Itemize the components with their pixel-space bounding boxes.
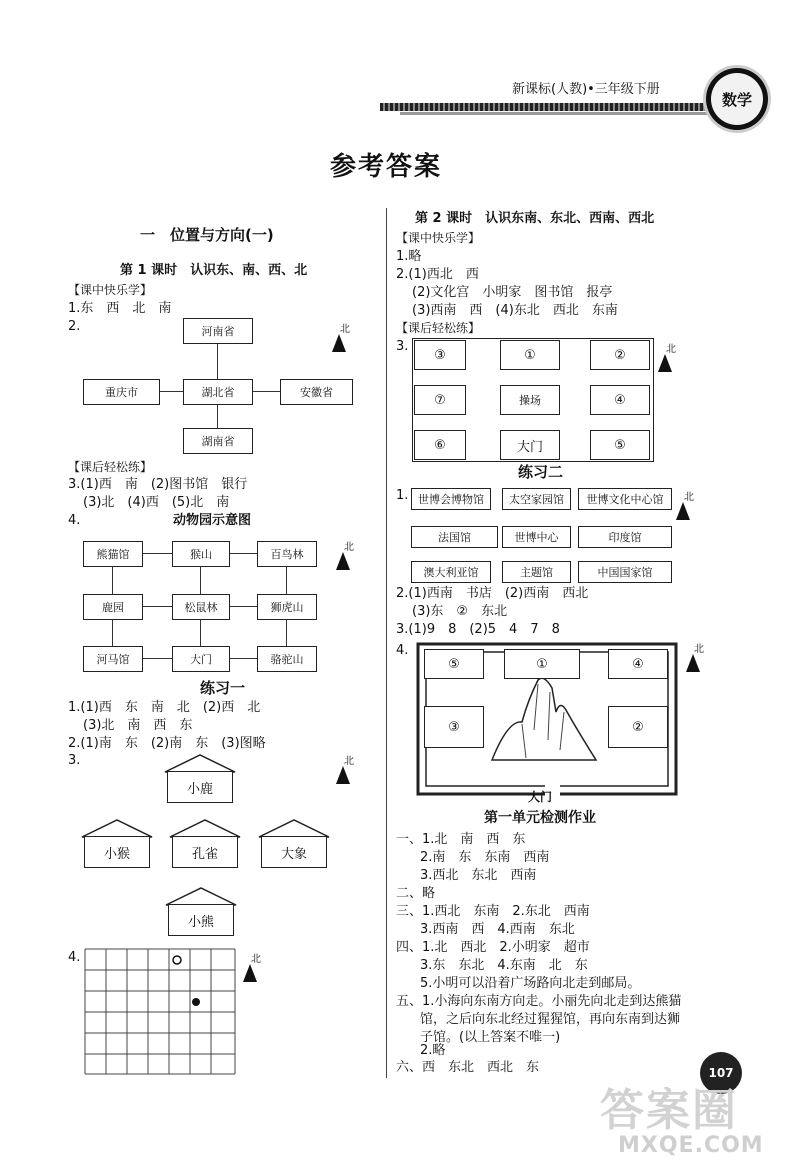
expo-culture-center: 世博文化中心馆 xyxy=(578,488,672,510)
plaza-cell-7: ⑦ xyxy=(414,385,466,415)
grid-filled-dot xyxy=(192,998,200,1006)
unit-test-line-7: 四、1.北 西北 2.小明家 超市 xyxy=(396,940,590,955)
expo-india: 印度馆 xyxy=(578,526,672,548)
section-in-class: 【课中快乐学】 xyxy=(68,283,153,297)
section-in-class: 【课中快乐学】 xyxy=(396,231,481,245)
unit-test-line-14: 六、西 东北 西北 东 xyxy=(396,1060,540,1075)
answer-r3-label: 3. xyxy=(396,339,409,354)
north-arrow-icon: 北 xyxy=(658,340,678,380)
section-after-class: 【课后轻松练】 xyxy=(68,460,153,474)
plaza-cell-3: ③ xyxy=(414,340,466,370)
grid-open-dot xyxy=(173,956,181,964)
house-deer: 小鹿 xyxy=(167,771,233,803)
zoo-lion: 狮虎山 xyxy=(257,594,317,620)
plaza-cell-4: ④ xyxy=(590,385,650,415)
answer-r2c: (3)西南 西 (4)东北 西北 东南 xyxy=(412,303,618,318)
answer-r2b: (2)文化宫 小明家 图书馆 报亭 xyxy=(412,285,613,300)
exercise1-answer-1a: 1.(1)西 东 南 北 (2)西 北 xyxy=(68,700,261,715)
expo-france: 法国馆 xyxy=(411,526,498,548)
subject-badge-inner: 数学 xyxy=(711,73,763,125)
header-series: 新课标(人教)•三年级下册 xyxy=(512,82,660,97)
plaza-playground: 操场 xyxy=(500,385,560,415)
unit-test-line-1: 一、1.北 南 西 东 xyxy=(396,832,526,847)
house-peacock: 孔雀 xyxy=(172,836,238,868)
exercise1-answer-3-label: 3. xyxy=(68,753,81,768)
plaza-cell-2: ② xyxy=(590,340,650,370)
page-number: 107 xyxy=(708,1066,734,1080)
exercise2-answer-3: 3.(1)9 8 (2)5 4 7 8 xyxy=(396,622,560,637)
unit-test-line-8: 3.东 东北 4.东南 北 东 xyxy=(420,958,588,973)
unit-test-line-3: 3.西北 东北 西南 xyxy=(420,868,537,883)
answer-3b: (3)北 (4)西 (5)北 南 xyxy=(83,495,230,510)
answer-4-label: 4. xyxy=(68,513,81,528)
answer-r1: 1.略 xyxy=(396,249,422,264)
north-arrow-icon: 北 xyxy=(243,950,263,990)
unit-title: 一 位置与方向(一) xyxy=(140,226,274,244)
exercise1-answer-1b: (3)北 南 西 东 xyxy=(83,718,193,733)
exercise1-title: 练习一 xyxy=(200,679,246,697)
exercise2-answer-1-label: 1. xyxy=(396,488,409,503)
expo-china: 中国国家馆 xyxy=(578,561,672,583)
north-arrow-icon: 北 xyxy=(676,488,696,528)
unit-test-line-12: 子馆。(以上答案不唯一) xyxy=(420,1030,561,1045)
header-band-shadow xyxy=(400,112,730,115)
watermark-logo: 答案圈 xyxy=(600,1085,738,1136)
mountain-icon xyxy=(492,678,596,760)
expo-theme: 主题馆 xyxy=(502,561,571,583)
zoo-squirrel: 松鼠林 xyxy=(172,594,230,620)
column-divider xyxy=(386,208,387,1078)
unit-test-line-10: 五、1.小海向东南方向走。小丽先向北走到达熊猫 xyxy=(396,994,682,1009)
expo-museum: 世博会博物馆 xyxy=(411,488,491,510)
expo-space-home: 太空家园馆 xyxy=(502,488,571,510)
unit-test-line-6: 3.西南 西 4.西南 东北 xyxy=(420,922,575,937)
north-arrow-icon: 北 xyxy=(336,752,356,792)
subject-badge xyxy=(706,68,768,130)
house-monkey: 小猴 xyxy=(84,836,150,868)
house-right-roof xyxy=(257,818,331,838)
house-bear: 小熊 xyxy=(168,904,234,936)
answer-2-label: 2. xyxy=(68,319,81,334)
unit-test-line-13: 2.略 xyxy=(420,1043,446,1058)
park-cell-1: ① xyxy=(504,649,580,679)
plaza-cell-5: ⑤ xyxy=(590,430,650,460)
unit-test-line-9: 5.小明可以沿着广场路向北走到邮局。 xyxy=(420,976,641,991)
province-anhui: 安徽省 xyxy=(280,379,353,405)
plaza-gate: 大门 xyxy=(500,430,560,460)
province-hubei: 湖北省 xyxy=(183,379,253,405)
zoo-hippo: 河马馆 xyxy=(83,646,143,672)
plaza-cell-6: ⑥ xyxy=(414,430,466,460)
zoo-panda: 熊猫馆 xyxy=(83,541,143,567)
watermark-site: MXQE.COM xyxy=(618,1133,764,1158)
section-after-class: 【课后轻松练】 xyxy=(396,321,481,335)
park-gate-label: 大门 xyxy=(528,790,553,804)
house-mid-roof xyxy=(168,818,242,838)
unit-test-line-2: 2.南 东 东南 西南 xyxy=(420,850,550,865)
unit-test-line-11: 馆，之后向东北经过猩猩馆，再向东南到达狮 xyxy=(420,1012,681,1027)
position-grid xyxy=(84,948,236,1075)
lesson2-title: 第 2 课时 认识东南、东北、西南、西北 xyxy=(415,211,655,226)
zoo-birds: 百鸟林 xyxy=(257,541,317,567)
park-cell-3: ③ xyxy=(424,706,484,748)
answer-1: 1.东 西 北 南 xyxy=(68,301,172,316)
park-cell-2: ② xyxy=(608,706,668,748)
park-cell-4: ④ xyxy=(608,649,668,679)
zoo-camel: 骆驼山 xyxy=(257,646,317,672)
house-top-roof xyxy=(163,753,237,773)
park-cell-5: ⑤ xyxy=(424,649,484,679)
zoo-gate: 大门 xyxy=(172,646,230,672)
exercise2-answer-2b: (3)东 ② 东北 xyxy=(412,604,508,619)
expo-australia: 澳大利亚馆 xyxy=(411,561,491,583)
exercise1-answer-4-label: 4. xyxy=(68,950,81,965)
exercise1-answer-2: 2.(1)南 东 (2)南 东 (3)图略 xyxy=(68,736,266,751)
exercise2-answer-2a: 2.(1)西南 书店 (2)西南 西北 xyxy=(396,586,589,601)
zoo-map-title: 动物园示意图 xyxy=(173,513,252,528)
page-title: 参考答案 xyxy=(330,152,443,182)
answer-3a: 3.(1)西 南 (2)图书馆 银行 xyxy=(68,477,248,492)
north-arrow-icon: 北 xyxy=(332,320,352,360)
plaza-cell-1: ① xyxy=(500,340,560,370)
lesson1-title: 第 1 课时 认识东、南、西、北 xyxy=(120,263,308,278)
unit-test-title: 第一单元检测作业 xyxy=(484,810,596,826)
province-hunan: 湖南省 xyxy=(183,428,253,454)
exercise2-answer-4-label: 4. xyxy=(396,643,409,658)
north-arrow-icon: 北 xyxy=(336,538,356,578)
header-band xyxy=(380,103,730,111)
zoo-monkey: 猴山 xyxy=(172,541,230,567)
house-left-roof xyxy=(80,818,154,838)
zoo-deer: 鹿园 xyxy=(83,594,143,620)
province-henan: 河南省 xyxy=(183,318,253,344)
unit-test-line-5: 三、1.西北 东南 2.东北 西南 xyxy=(396,904,590,919)
north-arrow-icon: 北 xyxy=(686,640,706,680)
house-bottom-roof xyxy=(164,886,238,906)
unit-test-line-4: 二、略 xyxy=(396,886,436,901)
exercise2-title: 练习二 xyxy=(518,463,564,481)
answer-r2a: 2.(1)西北 西 xyxy=(396,267,479,282)
province-chongqing: 重庆市 xyxy=(83,379,160,405)
house-elephant: 大象 xyxy=(261,836,327,868)
expo-center: 世博中心 xyxy=(502,526,571,548)
